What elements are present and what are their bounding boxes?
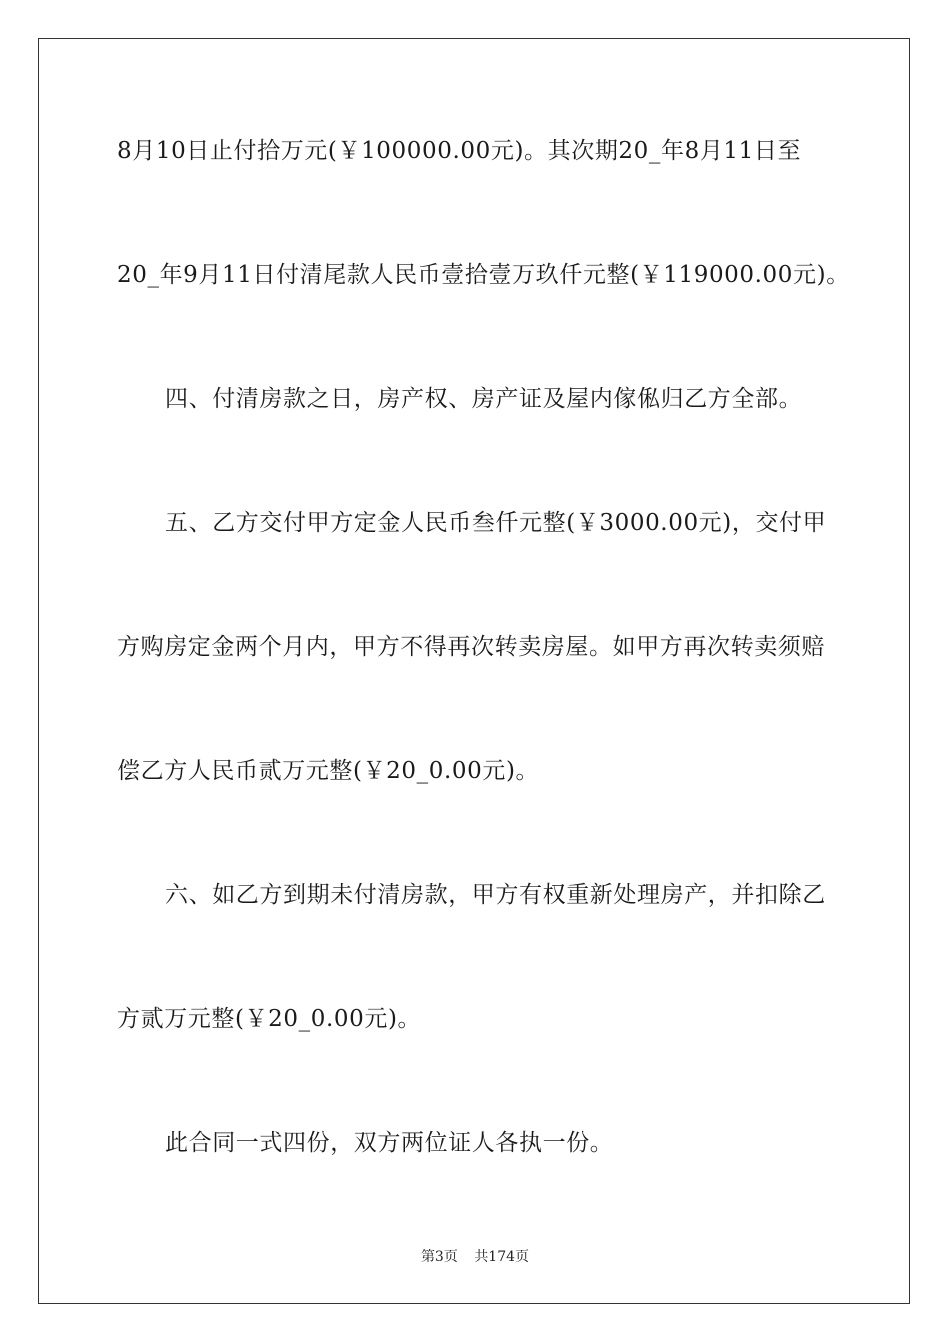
page-number: 第3页	[420, 1249, 458, 1265]
contract-copies-note: 此合同一式四份，双方两位证人各执一份。	[165, 1130, 614, 1156]
clause-five-cont-2: 偿乙方人民币贰万元整(￥20_0.00元)。	[117, 758, 540, 784]
page-border	[38, 38, 910, 1304]
text-line-1: 8月10日止付拾万元(￥100000.00元)。其次期20_年8月11日至	[117, 138, 802, 164]
text-line-2: 20_年9月11日付清尾款人民币壹拾壹万玖仟元整(￥119000.00元)。	[117, 262, 850, 288]
total-pages: 共174页	[474, 1249, 530, 1265]
clause-four: 四、付清房款之日，房产权、房产证及屋内傢俬归乙方全部。	[165, 386, 803, 412]
page-footer	[0, 1247, 950, 1267]
clause-five-cont-1: 方购房定金两个月内，甲方不得再次转卖房屋。如甲方再次转卖须赔	[117, 634, 825, 660]
clause-six-cont: 方贰万元整(￥20_0.00元)。	[117, 1006, 422, 1032]
clause-five: 五、乙方交付甲方定金人民币叁仟元整(￥3000.00元)，交付甲	[165, 510, 827, 536]
clause-six: 六、如乙方到期未付清房款，甲方有权重新处理房产，并扣除乙	[165, 882, 826, 908]
